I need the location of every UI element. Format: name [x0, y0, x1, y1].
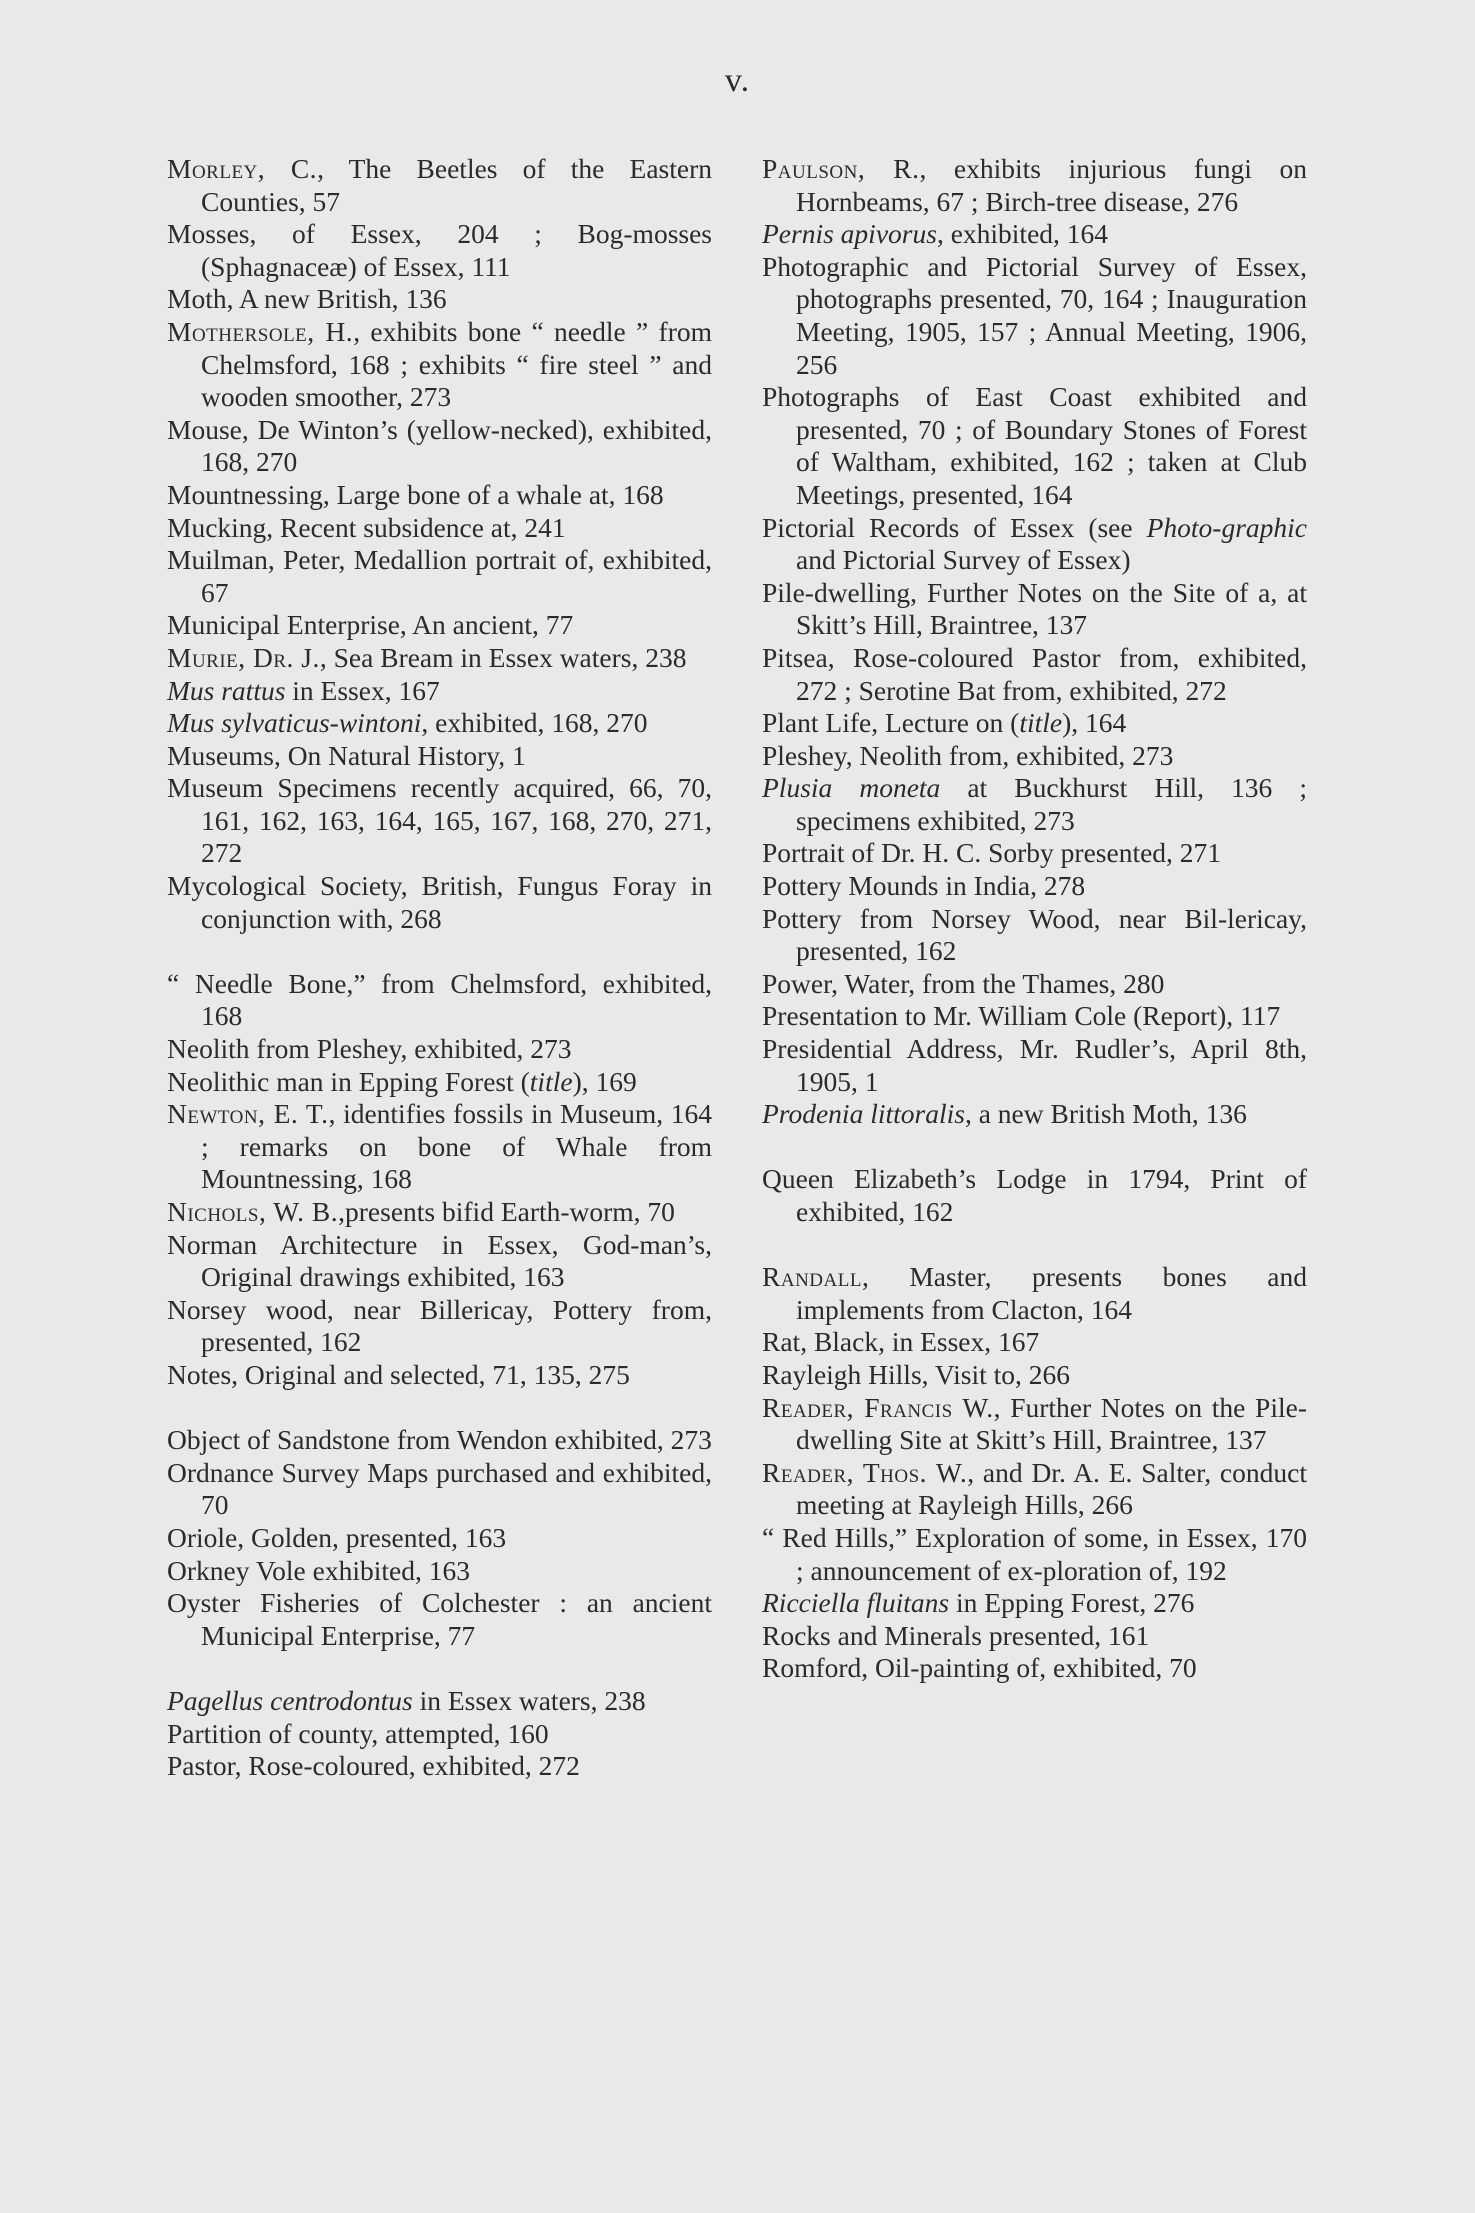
entry-text: Municipal Enterprise, An ancient, 77 [167, 609, 574, 641]
index-entry [167, 1033, 712, 1066]
index-entry [167, 1196, 712, 1229]
entry-text: at Buckhurst Hill, 136 ; specimens exhibited, 273 [796, 772, 1307, 836]
entry-text: Object of Sandstone from Wendon exhibited, 273 [167, 1424, 712, 1456]
entry-italic: Prodenia littoralis [762, 1098, 965, 1130]
entry-text: , exhibited, 168, 270 [421, 707, 648, 739]
index-entry [762, 642, 1307, 707]
entry-gap [167, 1652, 712, 1685]
entry-text: , Further Notes on the Pile-dwelling Site at Skitt’s Hill, Braintree, 137 [796, 1391, 1307, 1456]
index-entry [167, 1522, 712, 1555]
index-column-left [167, 153, 712, 1783]
index-entry [167, 218, 712, 283]
index-entry [167, 1587, 712, 1652]
entry-italic: title [529, 1065, 573, 1097]
index-entry [762, 837, 1307, 870]
entry-text: and Pictorial Survey of Essex) [796, 544, 1131, 576]
entry-text: Pleshey, Neolith from, exhibited, 273 [762, 739, 1174, 771]
entry-gap [762, 1229, 1307, 1262]
entry-text: Pitsea, Rose-coloured Pastor from, exhibited, 272 ; Serotine Bat from, exhibited, 272 [762, 641, 1307, 706]
entry-text: Oyster Fisheries of Colchester : an ancient Municipal Enterprise, 77 [167, 1587, 712, 1651]
entry-text: , exhibits injurious fungi on Hornbeams, 67 ; Birch-tree disease, 276 [796, 153, 1307, 217]
entry-text: Pile-dwelling, Further Notes on the Site of a, at Skitt’s Hill, Braintree, 137 [762, 576, 1307, 641]
entry-text: Plant Life, Lecture on ( [762, 707, 1020, 739]
entry-italic: Photo-graphic [1146, 511, 1307, 543]
index-entry [167, 740, 712, 773]
index-entry [167, 968, 712, 1033]
index-entry [167, 642, 712, 675]
entry-italic: Plusia moneta [762, 772, 941, 804]
index-entry [762, 1000, 1307, 1033]
entry-text: , Master, presents bones and implements from Clacton, 164 [796, 1261, 1307, 1325]
entry-text: Photographic and Pictorial Survey of Essex, photographs presented, 70, 164 ; Inauguration Meeting, 1905, 157 ; Annual Meeting, 1906, 256 [762, 250, 1307, 380]
entry-text: Museums, On Natural History, 1 [167, 739, 526, 771]
entry-text: , The Beetles of the Eastern Counties, 57 [201, 153, 712, 217]
index-entry [167, 1685, 712, 1718]
index-entry [762, 1522, 1307, 1587]
entry-text: Presentation to Mr. William Cole (Report), 117 [762, 1000, 1281, 1032]
index-entry [167, 1750, 712, 1783]
entry-text: ), 164 [1062, 707, 1127, 739]
entry-text: Mycological Society, British, Fungus Foray in conjunction with, 268 [167, 870, 712, 934]
entry-text: Norman Architecture in Essex, God-man’s, Original drawings exhibited, 163 [167, 1228, 712, 1293]
entry-text: , and Dr. A. E. Salter, conduct meeting at Rayleigh Hills, 266 [796, 1456, 1307, 1521]
entry-italic: Pagellus centrodontus [167, 1684, 413, 1716]
entry-text: , a new British Moth, 136 [964, 1098, 1247, 1130]
entry-text: Moth, A new British, 136 [167, 283, 447, 315]
index-entry [762, 870, 1307, 903]
entry-text: Rat, Black, in Essex, 167 [762, 1326, 1040, 1358]
entry-text: Mosses, of Essex, 204 ; Bog-mosses (Sphagnaceæ) of Essex, 111 [167, 218, 712, 282]
entry-name: Mothersole, H. [167, 315, 354, 347]
entry-text: Mucking, Recent subsidence at, 241 [167, 511, 566, 543]
entry-text: Romford, Oil-painting of, exhibited, 70 [762, 1652, 1197, 1684]
index-entry [762, 1261, 1307, 1326]
index-entry [167, 1718, 712, 1751]
entry-italic: title [1019, 707, 1063, 739]
index-entry [762, 381, 1307, 511]
index-entry [762, 512, 1307, 577]
index-entry [762, 903, 1307, 968]
entry-italic: Mus rattus [167, 674, 286, 706]
entry-name: Nichols, W. B. [167, 1196, 339, 1227]
entry-text: in Epping Forest, 276 [949, 1587, 1195, 1619]
entry-text: Oriole, Golden, presented, 163 [167, 1521, 507, 1553]
index-column-right [762, 153, 1307, 1685]
index-entry [167, 675, 712, 708]
entry-text: in Essex waters, 238 [412, 1684, 646, 1716]
index-entry [762, 1457, 1307, 1522]
entry-gap [762, 1131, 1307, 1164]
index-entry [167, 772, 712, 870]
index-entry [762, 1652, 1307, 1685]
entry-name: Reader, Francis W. [762, 1391, 994, 1423]
index-entry [762, 153, 1307, 218]
entry-text: Ordnance Survey Maps purchased and exhibited, 70 [167, 1456, 712, 1521]
index-entry [167, 1424, 712, 1457]
index-entry [762, 1163, 1307, 1228]
index-entry [167, 707, 712, 740]
entry-text: , Sea Bream in Essex waters, 238 [319, 641, 687, 673]
entry-text: Photographs of East Coast exhibited and presented, 70 ; of Boundary Stones of Forest of Waltham, exhibited, 162 ; taken at Club Meetings, presented, 164 [762, 381, 1307, 510]
entry-name: Paulson, R. [762, 153, 920, 184]
entry-text: Mouse, De Winton’s (yellow-necked), exhibited, 168, 270 [167, 413, 712, 478]
entry-text: in Essex, 167 [285, 674, 440, 706]
entry-name: Randall [762, 1261, 862, 1293]
entry-text: “ Needle Bone,” from Chelmsford, exhibited, 168 [167, 967, 712, 1032]
index-entry [762, 1359, 1307, 1392]
entry-text: Mountnessing, Large bone of a whale at, 168 [167, 478, 664, 510]
index-entry [762, 707, 1307, 740]
index-entry [167, 870, 712, 935]
index-entry [762, 218, 1307, 251]
entry-text: Power, Water, from the Thames, 280 [762, 967, 1165, 999]
entry-text: Neolith from Pleshey, exhibited, 273 [167, 1033, 572, 1065]
entry-name: Reader, Thos. W. [762, 1456, 968, 1488]
index-entry [167, 479, 712, 512]
index-entry [167, 316, 712, 414]
index-entry [762, 1392, 1307, 1457]
entry-text: Partition of county, attempted, 160 [167, 1717, 549, 1749]
entry-text: Pastor, Rose-coloured, exhibited, 272 [167, 1750, 580, 1782]
entry-text: Presidential Address, Mr. Rudler’s, April 8th, 1905, 1 [762, 1033, 1307, 1097]
entry-text: , exhibits bone “ needle ” from Chelmsford, 168 ; exhibits “ fire steel ” and wooden smoother, 273 [201, 315, 712, 413]
index-entry [762, 1587, 1307, 1620]
entry-text: Muilman, Peter, Medallion portrait of, exhibited, 67 [167, 544, 712, 608]
index-entry [167, 609, 712, 642]
index-entry [167, 1098, 712, 1196]
entry-text: Neolithic man in Epping Forest ( [167, 1065, 530, 1097]
entry-text: Pottery Mounds in India, 278 [762, 870, 1086, 902]
entry-text: , exhibited, 164 [936, 218, 1109, 250]
page-number: v. [724, 62, 751, 99]
entry-text: Orkney Vole exhibited, 163 [167, 1554, 470, 1586]
index-entry [762, 1098, 1307, 1131]
index-entry [762, 740, 1307, 773]
entry-text: Museum Specimens recently acquired, 66, 70, 161, 162, 163, 164, 165, 167, 168, 270, 271, 272 [167, 772, 712, 869]
entry-text: Pictorial Records of Essex (see [762, 511, 1147, 543]
entry-gap [167, 1392, 712, 1425]
index-entry [762, 1326, 1307, 1359]
index-entry [167, 283, 712, 316]
index-entry [167, 544, 712, 609]
entry-text: Queen Elizabeth’s Lodge in 1794, Print of exhibited, 162 [762, 1163, 1307, 1227]
index-entry [762, 772, 1307, 837]
entry-text: ,presents bifid Earth-worm, 70 [338, 1196, 675, 1227]
index-entry [762, 968, 1307, 1001]
entry-text: Rayleigh Hills, Visit to, 266 [762, 1358, 1070, 1390]
entry-gap [167, 935, 712, 968]
index-entry [167, 1359, 712, 1392]
index-entry [762, 1620, 1307, 1653]
entry-text: “ Red Hills,” Exploration of some, in Essex, 170 ; announcement of ex-ploration of, 192 [762, 1521, 1307, 1586]
index-entry [762, 251, 1307, 381]
entry-text: Portrait of Dr. H. C. Sorby presented, 271 [762, 837, 1222, 869]
entry-name: Newton, E. T. [167, 1098, 329, 1130]
entry-text: Norsey wood, near Billericay, Pottery from, presented, 162 [167, 1293, 712, 1358]
entry-name: Morley, C. [167, 153, 318, 184]
index-entry [167, 512, 712, 545]
entry-text: ), 169 [572, 1065, 637, 1097]
entry-italic: Ricciella fluitans [762, 1587, 950, 1619]
index-entry [762, 1033, 1307, 1098]
entry-name: Murie, Dr. J. [167, 641, 320, 673]
entry-text: Pottery from Norsey Wood, near Bil-lericay, presented, 162 [762, 902, 1307, 967]
entry-text: Rocks and Minerals presented, 161 [762, 1619, 1150, 1651]
index-entry [167, 414, 712, 479]
index-entry [762, 577, 1307, 642]
index-entry [167, 1294, 712, 1359]
entry-text: Notes, Original and selected, 71, 135, 275 [167, 1358, 630, 1390]
index-entry [167, 1229, 712, 1294]
entry-text: , identifies fossils in Museum, 164 ; remarks on bone of Whale from Mountnessing, 168 [201, 1098, 712, 1195]
entry-italic: Mus sylvaticus-wintoni [167, 707, 422, 739]
index-entry [167, 1555, 712, 1588]
entry-italic: Pernis apivorus [762, 218, 937, 250]
index-entry [167, 153, 712, 218]
index-entry [167, 1066, 712, 1099]
index-entry [167, 1457, 712, 1522]
